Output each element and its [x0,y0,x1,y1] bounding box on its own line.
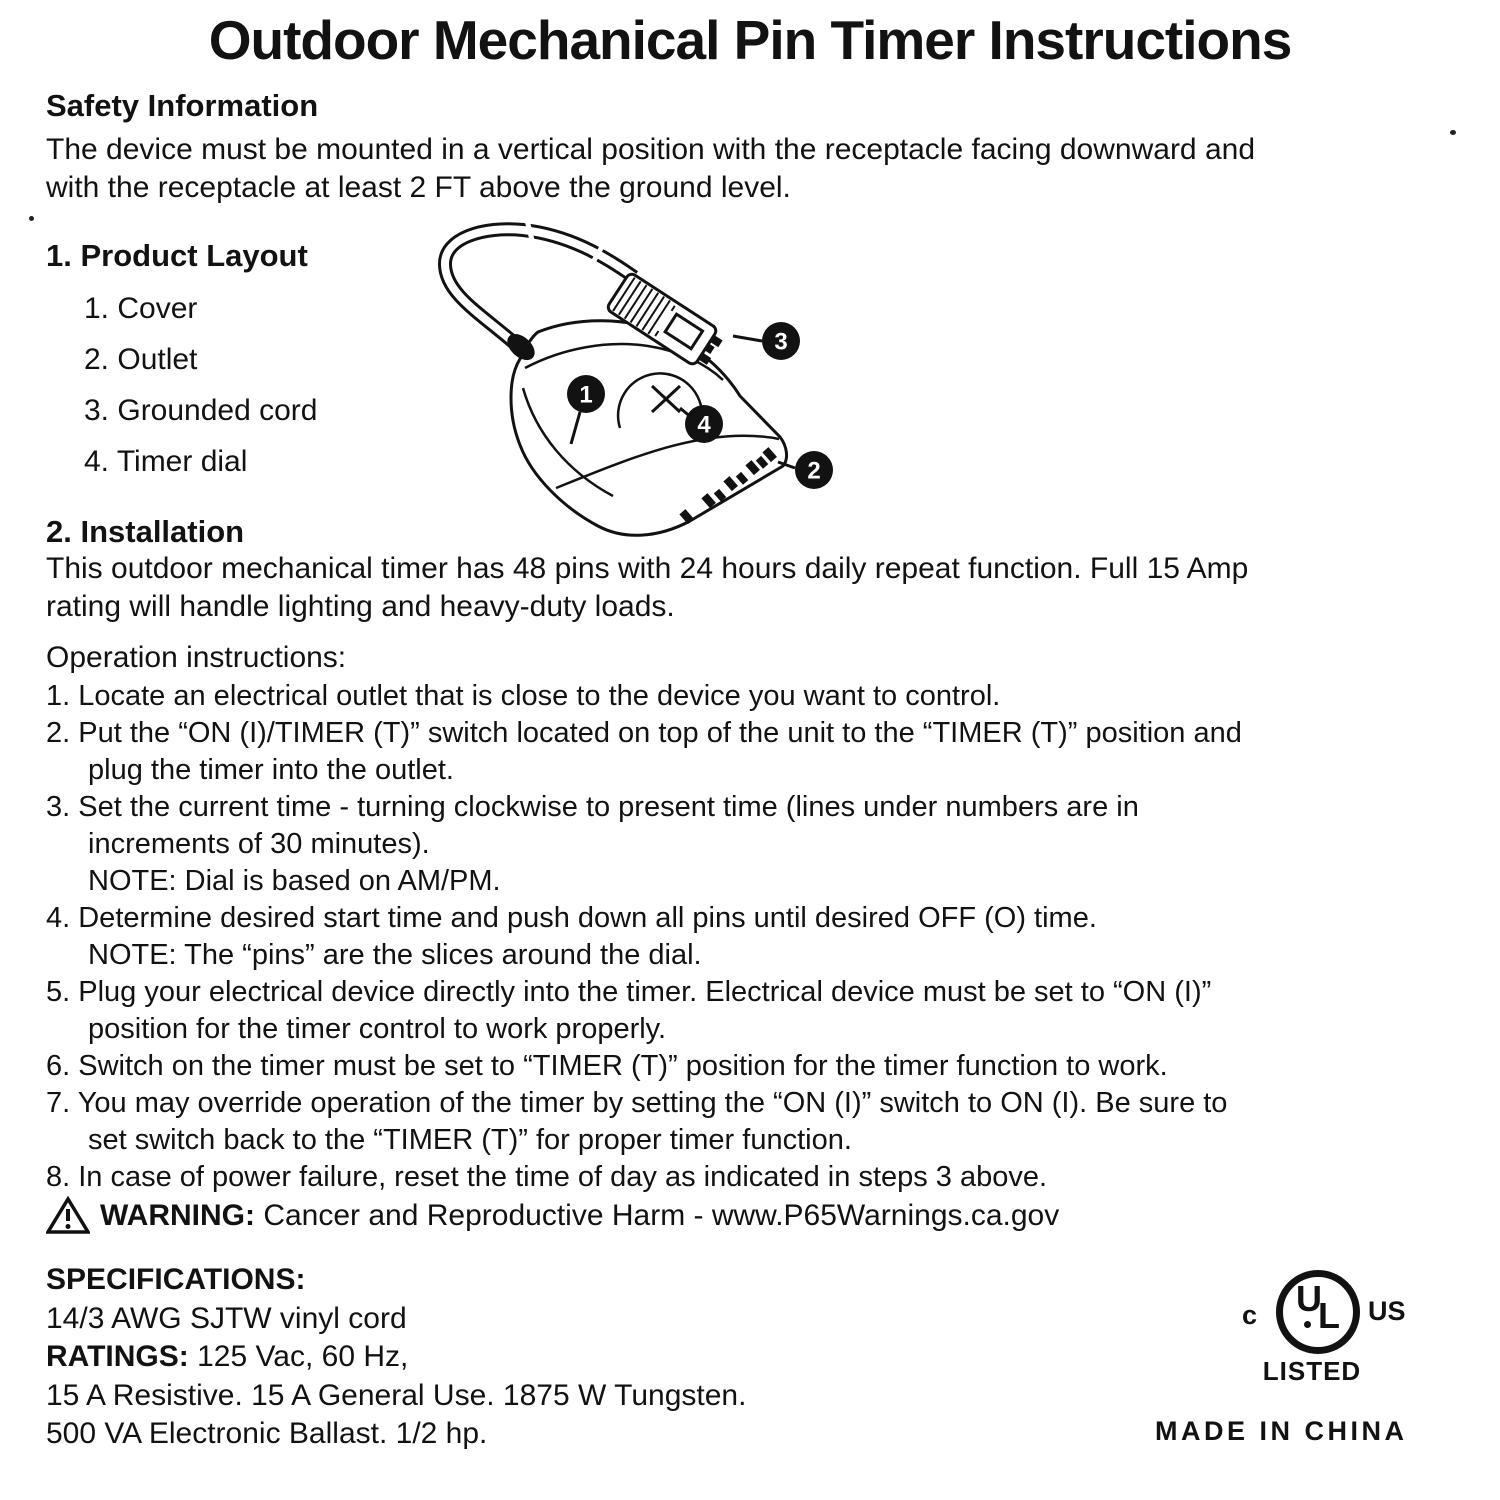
operation-heading: Operation instructions: [46,641,347,674]
product-layout-heading: 1. Product Layout [46,238,308,273]
spec-ratings-line [46,1338,746,1377]
installation-heading: 2. Installation [46,514,245,549]
installation-line: This outdoor mechanical timer has 48 pins with 24 hours daily repeat function. Full 15 Amp [46,552,1249,585]
scan-speck [1450,130,1456,135]
list-item: 2. Outlet [84,343,198,376]
timer-device-diagram [428,220,858,540]
safety-heading: Safety Information [46,88,319,123]
operation-step-line: 7. You may override operation of the timer by setting the “ON (I)” switch to ON (I). Be sure to [46,1087,1228,1119]
product-layout-list [84,283,317,487]
timer-body [511,321,787,536]
spec-cord-line: 14/3 AWG SJTW vinyl cord [46,1301,407,1335]
ul-letter-l: L [1318,1295,1340,1336]
operation-step-line: 8. In case of power failure, reset the time of day as indicated in steps 3 above. [46,1161,1048,1193]
callout-2 [795,451,833,489]
warning-label: WARNING: [100,1199,255,1232]
spacer [189,1340,197,1373]
warning-triangle-icon [46,1196,90,1236]
ul-us-letters: US [1368,1296,1406,1326]
page-title: Outdoor Mechanical Pin Timer Instructions [208,9,1292,71]
operation-step-line: 4. Determine desired start time and push down all pins until desired OFF (O) time. [46,902,1097,934]
operation-step-line: NOTE: Dial is based on AM/PM. [88,865,501,897]
operation-step-line: position for the timer control to work properly. [88,1013,667,1045]
ul-listed-text: LISTED [1262,1356,1362,1386]
operation-step-line: set switch back to the “TIMER (T)” for proper timer function. [88,1124,852,1156]
safety-line: The device must be mounted in a vertical position with the receptacle facing downward and [46,133,1256,166]
installation-paragraph [46,550,1248,626]
callout-4 [685,405,723,443]
spec-ballast-line: 500 VA Electronic Ballast. 1/2 hp. [46,1417,488,1450]
callout-1 [567,375,605,413]
scan-speck [29,216,34,221]
operation-step-line: 5. Plug your electrical device directly into the timer. Electrical device must be set to “ON (I)” [46,976,1212,1008]
list-item: 3. Grounded cord [84,394,318,427]
specifications-heading: SPECIFICATIONS: [46,1263,306,1296]
list-item: 1. Cover [84,292,198,325]
operation-step-line: 3. Set the current time - turning clockwise to present time (lines under numbers are in [46,791,1139,823]
made-in-china-text: MADE IN CHINA [1155,1416,1408,1446]
ratings-values: 125 Vac, 60 Hz, [197,1340,409,1373]
svg-text:3: 3 [774,328,788,356]
operation-step-line: increments of 30 minutes). [88,828,430,860]
svg-text:1: 1 [579,381,593,409]
installation-line: rating will handle lighting and heavy-duty loads. [46,590,675,623]
operation-step-line: NOTE: The “pins” are the slices around the dial. [88,939,702,971]
ul-listed-mark [1232,1268,1412,1398]
ul-dot [1304,1321,1311,1328]
callout-3 [762,322,800,360]
operation-step-line: 2. Put the “ON (I)/TIMER (T)” switch located on top of the unit to the “TIMER (T)” position and [46,717,1242,749]
spec-resistive-line: 15 A Resistive. 15 A General Use. 1875 W Tungsten. [46,1378,747,1412]
operation-step-line: 6. Switch on the timer must be set to “TIMER (T)” position for the timer function to work. [46,1050,1168,1082]
ratings-label: RATINGS: [46,1340,189,1373]
operation-step-line: plug the timer into the outlet. [88,754,454,786]
specifications-block [46,1261,746,1454]
svg-text:2: 2 [807,457,821,485]
prop65-warning [46,1196,1059,1236]
ul-canada-letter: c [1242,1300,1258,1330]
ul-letter-u: U [1296,1278,1322,1319]
operation-step-line: 1. Locate an electrical outlet that is close to the device you want to control. [46,680,1001,712]
safety-paragraph [46,131,1255,207]
safety-line: with the receptacle at least 2 FT above the ground level. [46,171,791,204]
warning-message: Cancer and Reproductive Harm - www.P65Warnings.ca.gov [263,1199,1060,1232]
svg-text:4: 4 [697,411,711,439]
operation-steps [46,678,1242,1196]
list-item: 4. Timer dial [84,445,248,478]
warning-text-line [100,1196,1059,1236]
ul-logo-icon [1276,1270,1360,1354]
